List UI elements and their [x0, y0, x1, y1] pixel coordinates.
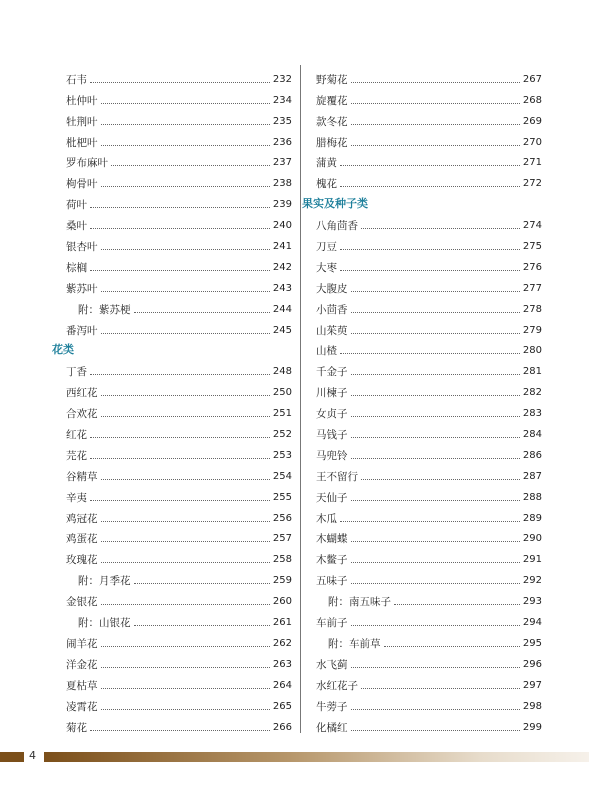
- entry-name: 附：车前草: [328, 637, 381, 650]
- entry-page-number: 291: [522, 554, 542, 566]
- entry-page-number: 257: [272, 533, 292, 545]
- entry-name: 附：南五味子: [328, 596, 391, 609]
- entry-name: 车前子: [316, 617, 348, 630]
- toc-entry[interactable]: [316, 357, 542, 378]
- dot-leader: [101, 394, 270, 396]
- entry-page-number: 292: [522, 575, 542, 587]
- entry-page-number: 286: [522, 449, 542, 461]
- toc-entry[interactable]: [316, 713, 542, 734]
- dot-leader: [361, 687, 520, 689]
- toc-entry[interactable]: [316, 420, 542, 441]
- toc-sub-entry[interactable]: [66, 295, 292, 316]
- entry-page-number: 250: [272, 387, 292, 399]
- dot-leader: [351, 332, 520, 334]
- dot-leader: [340, 164, 520, 166]
- toc-entry[interactable]: [66, 441, 292, 462]
- entry-name: 罗布麻叶: [66, 157, 108, 170]
- dot-leader: [101, 540, 270, 542]
- entry-page-number: 276: [522, 261, 542, 273]
- toc-entry[interactable]: [316, 149, 542, 170]
- entry-page-number: 241: [272, 241, 292, 253]
- entry-page-number: 280: [522, 345, 542, 357]
- entry-page-number: 261: [272, 617, 292, 629]
- dot-leader: [351, 624, 520, 626]
- toc-entry[interactable]: [316, 316, 542, 337]
- dot-leader: [351, 81, 520, 83]
- dot-leader: [101, 666, 270, 668]
- entry-page-number: 239: [272, 199, 292, 211]
- toc-entry[interactable]: [66, 504, 292, 525]
- entry-name: 山茱萸: [316, 324, 348, 337]
- toc-entry[interactable]: [316, 441, 542, 462]
- dot-leader: [351, 290, 520, 292]
- entry-name: 谷精草: [66, 470, 98, 483]
- entry-name: 鸡蛋花: [66, 533, 98, 546]
- toc-entry[interactable]: [316, 650, 542, 671]
- toc-entry[interactable]: [66, 274, 292, 295]
- entry-name: 木瓜: [316, 512, 337, 525]
- dot-leader: [134, 311, 270, 313]
- dot-leader: [351, 729, 520, 731]
- entry-name: 槐花: [316, 178, 337, 191]
- entry-page-number: 260: [272, 596, 292, 608]
- footer-bar-left: [0, 752, 24, 762]
- toc-entry[interactable]: [316, 107, 542, 128]
- dot-leader: [351, 457, 520, 459]
- entry-page-number: 299: [522, 721, 542, 733]
- entry-name: 西红花: [66, 387, 98, 400]
- toc-entry[interactable]: [316, 211, 542, 232]
- dot-leader: [340, 248, 520, 250]
- toc-left-column: [52, 65, 292, 734]
- dot-leader: [90, 269, 270, 271]
- toc-entry[interactable]: [316, 692, 542, 713]
- dot-leader: [101, 102, 270, 104]
- entry-name: 金银花: [66, 596, 98, 609]
- entry-name: 牡荆叶: [66, 115, 98, 128]
- toc-entry[interactable]: [316, 608, 542, 629]
- entry-page-number: 245: [272, 324, 292, 336]
- dot-leader: [90, 729, 270, 731]
- entry-name: 五味子: [316, 575, 348, 588]
- dot-leader: [351, 102, 520, 104]
- entry-page-number: 297: [522, 679, 542, 691]
- dot-leader: [351, 415, 520, 417]
- toc-entry[interactable]: [66, 378, 292, 399]
- entry-name: 鸡冠花: [66, 512, 98, 525]
- entry-page-number: 296: [522, 658, 542, 670]
- dot-leader: [351, 123, 520, 125]
- toc-entry[interactable]: [66, 211, 292, 232]
- toc-entry[interactable]: [316, 378, 542, 399]
- entry-name: 红花: [66, 429, 87, 442]
- entry-page-number: 283: [522, 408, 542, 420]
- entry-name: 千金子: [316, 366, 348, 379]
- entry-page-number: 254: [272, 470, 292, 482]
- entry-page-number: 238: [272, 178, 292, 190]
- toc-entry[interactable]: [66, 86, 292, 107]
- entry-name: 马兜铃: [316, 449, 348, 462]
- dot-leader: [351, 708, 520, 710]
- entry-page-number: 235: [272, 115, 292, 127]
- dot-leader: [134, 582, 270, 584]
- dot-leader: [101, 290, 270, 292]
- dot-leader: [384, 645, 520, 647]
- toc-entry[interactable]: [66, 587, 292, 608]
- entry-name: 棕榈: [66, 261, 87, 274]
- toc-entry[interactable]: [66, 629, 292, 650]
- entry-page-number: 281: [522, 366, 542, 378]
- dot-leader: [101, 478, 270, 480]
- dot-leader: [351, 311, 520, 313]
- entry-name: 山楂: [316, 345, 337, 358]
- section-heading: 果实及种子类: [302, 197, 368, 211]
- entry-name: 枇杷叶: [66, 136, 98, 149]
- dot-leader: [101, 520, 270, 522]
- toc-entry[interactable]: [66, 650, 292, 671]
- toc-sub-entry[interactable]: [316, 629, 542, 650]
- entry-page-number: 289: [522, 512, 542, 524]
- entry-name: 大腹皮: [316, 282, 348, 295]
- entry-page-number: 258: [272, 554, 292, 566]
- toc-entry[interactable]: [316, 399, 542, 420]
- entry-page-number: 234: [272, 94, 292, 106]
- entry-page-number: 272: [522, 178, 542, 190]
- entry-name: 小茴香: [316, 303, 348, 316]
- dot-leader: [101, 185, 270, 187]
- entry-name: 野菊花: [316, 73, 348, 86]
- entry-name: 牛蒡子: [316, 700, 348, 713]
- dot-leader: [351, 540, 520, 542]
- entry-page-number: 252: [272, 429, 292, 441]
- entry-page-number: 269: [522, 115, 542, 127]
- dot-leader: [101, 603, 270, 605]
- dot-leader: [351, 582, 520, 584]
- entry-page-number: 237: [272, 157, 292, 169]
- dot-leader: [101, 144, 270, 146]
- entry-page-number: 242: [272, 261, 292, 273]
- toc-entry[interactable]: [316, 128, 542, 149]
- toc-entry[interactable]: [66, 420, 292, 441]
- toc-entry[interactable]: [66, 545, 292, 566]
- entry-name: 芫花: [66, 449, 87, 462]
- toc-entry[interactable]: [66, 253, 292, 274]
- toc-entry[interactable]: [316, 169, 542, 190]
- entry-name: 玫瑰花: [66, 554, 98, 567]
- toc-entry[interactable]: [66, 316, 292, 337]
- toc-entry[interactable]: [316, 483, 542, 504]
- entry-page-number: 251: [272, 408, 292, 420]
- entry-name: 化橘红: [316, 721, 348, 734]
- toc-entry[interactable]: [316, 566, 542, 587]
- entry-name: 款冬花: [316, 115, 348, 128]
- entry-name: 石韦: [66, 73, 87, 86]
- toc-entry[interactable]: [316, 65, 542, 86]
- entry-name: 夏枯草: [66, 679, 98, 692]
- entry-name: 木鳖子: [316, 554, 348, 567]
- toc-entry[interactable]: [66, 232, 292, 253]
- toc-sub-entry[interactable]: [316, 587, 542, 608]
- toc-entry[interactable]: [316, 86, 542, 107]
- dot-leader: [134, 624, 270, 626]
- toc-entry[interactable]: [316, 525, 542, 546]
- dot-leader: [101, 561, 270, 563]
- entry-name: 蒲黄: [316, 157, 337, 170]
- toc-entry[interactable]: [66, 169, 292, 190]
- entry-name: 丁香: [66, 366, 87, 379]
- entry-page-number: 262: [272, 637, 292, 649]
- dot-leader: [101, 687, 270, 689]
- dot-leader: [101, 332, 270, 334]
- dot-leader: [90, 373, 270, 375]
- entry-page-number: 232: [272, 73, 292, 85]
- entry-page-number: 282: [522, 387, 542, 399]
- toc-entry[interactable]: [66, 107, 292, 128]
- dot-leader: [394, 603, 520, 605]
- toc-entry[interactable]: [316, 671, 542, 692]
- entry-name: 川楝子: [316, 387, 348, 400]
- toc-entry[interactable]: [316, 504, 542, 525]
- entry-name: 荷叶: [66, 199, 87, 212]
- dot-leader: [351, 499, 520, 501]
- dot-leader: [340, 185, 520, 187]
- toc-entry[interactable]: [66, 525, 292, 546]
- entry-page-number: 263: [272, 658, 292, 670]
- section-heading: 花类: [52, 343, 74, 357]
- entry-name: 马钱子: [316, 429, 348, 442]
- toc-entry[interactable]: [316, 337, 542, 358]
- entry-name: 附：紫苏梗: [78, 303, 131, 316]
- dot-leader: [90, 457, 270, 459]
- entry-name: 番泻叶: [66, 324, 98, 337]
- dot-leader: [351, 144, 520, 146]
- entry-name: 菊花: [66, 721, 87, 734]
- entry-name: 闹羊花: [66, 637, 98, 650]
- entry-page-number: 298: [522, 700, 542, 712]
- entry-page-number: 267: [522, 73, 542, 85]
- dot-leader: [101, 415, 270, 417]
- entry-page-number: 293: [522, 596, 542, 608]
- entry-name: 银杏叶: [66, 241, 98, 254]
- entry-name: 女贞子: [316, 408, 348, 421]
- entry-name: 大枣: [316, 261, 337, 274]
- entry-page-number: 278: [522, 303, 542, 315]
- toc-entry[interactable]: [66, 713, 292, 734]
- entry-name: 天仙子: [316, 491, 348, 504]
- entry-name: 杜仲叶: [66, 94, 98, 107]
- toc-entry[interactable]: [316, 253, 542, 274]
- entry-page-number: 288: [522, 491, 542, 503]
- entry-page-number: 274: [522, 220, 542, 232]
- toc-entry[interactable]: [66, 190, 292, 211]
- toc-entry[interactable]: [66, 65, 292, 86]
- toc-entry[interactable]: [316, 462, 542, 483]
- dot-leader: [90, 206, 270, 208]
- toc-entry[interactable]: [66, 399, 292, 420]
- page-number: 4: [29, 749, 36, 762]
- entry-page-number: 253: [272, 449, 292, 461]
- dot-leader: [90, 436, 270, 438]
- entry-page-number: 290: [522, 533, 542, 545]
- dot-leader: [351, 394, 520, 396]
- entry-page-number: 287: [522, 470, 542, 482]
- dot-leader: [101, 248, 270, 250]
- column-divider: [300, 65, 301, 733]
- entry-page-number: 264: [272, 679, 292, 691]
- entry-name: 木蝴蝶: [316, 533, 348, 546]
- dot-leader: [361, 227, 520, 229]
- entry-page-number: 243: [272, 282, 292, 294]
- entry-name: 腊梅花: [316, 136, 348, 149]
- toc-entry[interactable]: [66, 357, 292, 378]
- entry-name: 附：月季花: [78, 575, 131, 588]
- dot-leader: [90, 499, 270, 501]
- entry-name: 辛夷: [66, 491, 87, 504]
- toc-sub-entry[interactable]: [66, 566, 292, 587]
- toc-right-column: [302, 65, 542, 734]
- dot-leader: [101, 123, 270, 125]
- entry-name: 洋金花: [66, 658, 98, 671]
- entry-page-number: 284: [522, 429, 542, 441]
- toc-sub-entry[interactable]: [66, 608, 292, 629]
- entry-page-number: 248: [272, 366, 292, 378]
- entry-page-number: 277: [522, 282, 542, 294]
- entry-page-number: 266: [272, 721, 292, 733]
- entry-name: 紫苏叶: [66, 282, 98, 295]
- toc-entry[interactable]: [316, 295, 542, 316]
- footer-bar-right: [44, 752, 589, 762]
- entry-name: 八角茴香: [316, 220, 358, 233]
- entry-name: 水飞蓟: [316, 658, 348, 671]
- entry-name: 桑叶: [66, 220, 87, 233]
- entry-page-number: 265: [272, 700, 292, 712]
- entry-name: 刀豆: [316, 241, 337, 254]
- entry-page-number: 268: [522, 94, 542, 106]
- toc-entry[interactable]: [66, 483, 292, 504]
- toc-entry[interactable]: [316, 274, 542, 295]
- toc-entry[interactable]: [66, 462, 292, 483]
- entry-page-number: 275: [522, 241, 542, 253]
- dot-leader: [101, 708, 270, 710]
- toc-entry[interactable]: [66, 149, 292, 170]
- entry-name: 王不留行: [316, 470, 358, 483]
- entry-page-number: 255: [272, 491, 292, 503]
- entry-page-number: 244: [272, 303, 292, 315]
- dot-leader: [361, 478, 520, 480]
- dot-leader: [351, 561, 520, 563]
- dot-leader: [351, 436, 520, 438]
- entry-page-number: 279: [522, 324, 542, 336]
- entry-page-number: 236: [272, 136, 292, 148]
- entry-page-number: 294: [522, 617, 542, 629]
- dot-leader: [111, 164, 270, 166]
- entry-name: 凌霄花: [66, 700, 98, 713]
- dot-leader: [90, 227, 270, 229]
- entry-name: 水红花子: [316, 679, 358, 692]
- entry-page-number: 259: [272, 575, 292, 587]
- dot-leader: [340, 520, 520, 522]
- dot-leader: [340, 269, 520, 271]
- entry-page-number: 256: [272, 512, 292, 524]
- toc-entry[interactable]: [316, 232, 542, 253]
- toc-entry[interactable]: [66, 671, 292, 692]
- entry-page-number: 240: [272, 220, 292, 232]
- entry-name: 合欢花: [66, 408, 98, 421]
- dot-leader: [351, 373, 520, 375]
- dot-leader: [351, 666, 520, 668]
- entry-page-number: 271: [522, 157, 542, 169]
- entry-name: 附：山银花: [78, 617, 131, 630]
- entry-name: 旋覆花: [316, 94, 348, 107]
- entry-page-number: 270: [522, 136, 542, 148]
- toc-entry[interactable]: [66, 128, 292, 149]
- dot-leader: [101, 645, 270, 647]
- dot-leader: [340, 352, 520, 354]
- entry-name: 枸骨叶: [66, 178, 98, 191]
- toc-entry[interactable]: [316, 545, 542, 566]
- dot-leader: [90, 81, 270, 83]
- entry-page-number: 295: [522, 637, 542, 649]
- toc-entry[interactable]: [66, 692, 292, 713]
